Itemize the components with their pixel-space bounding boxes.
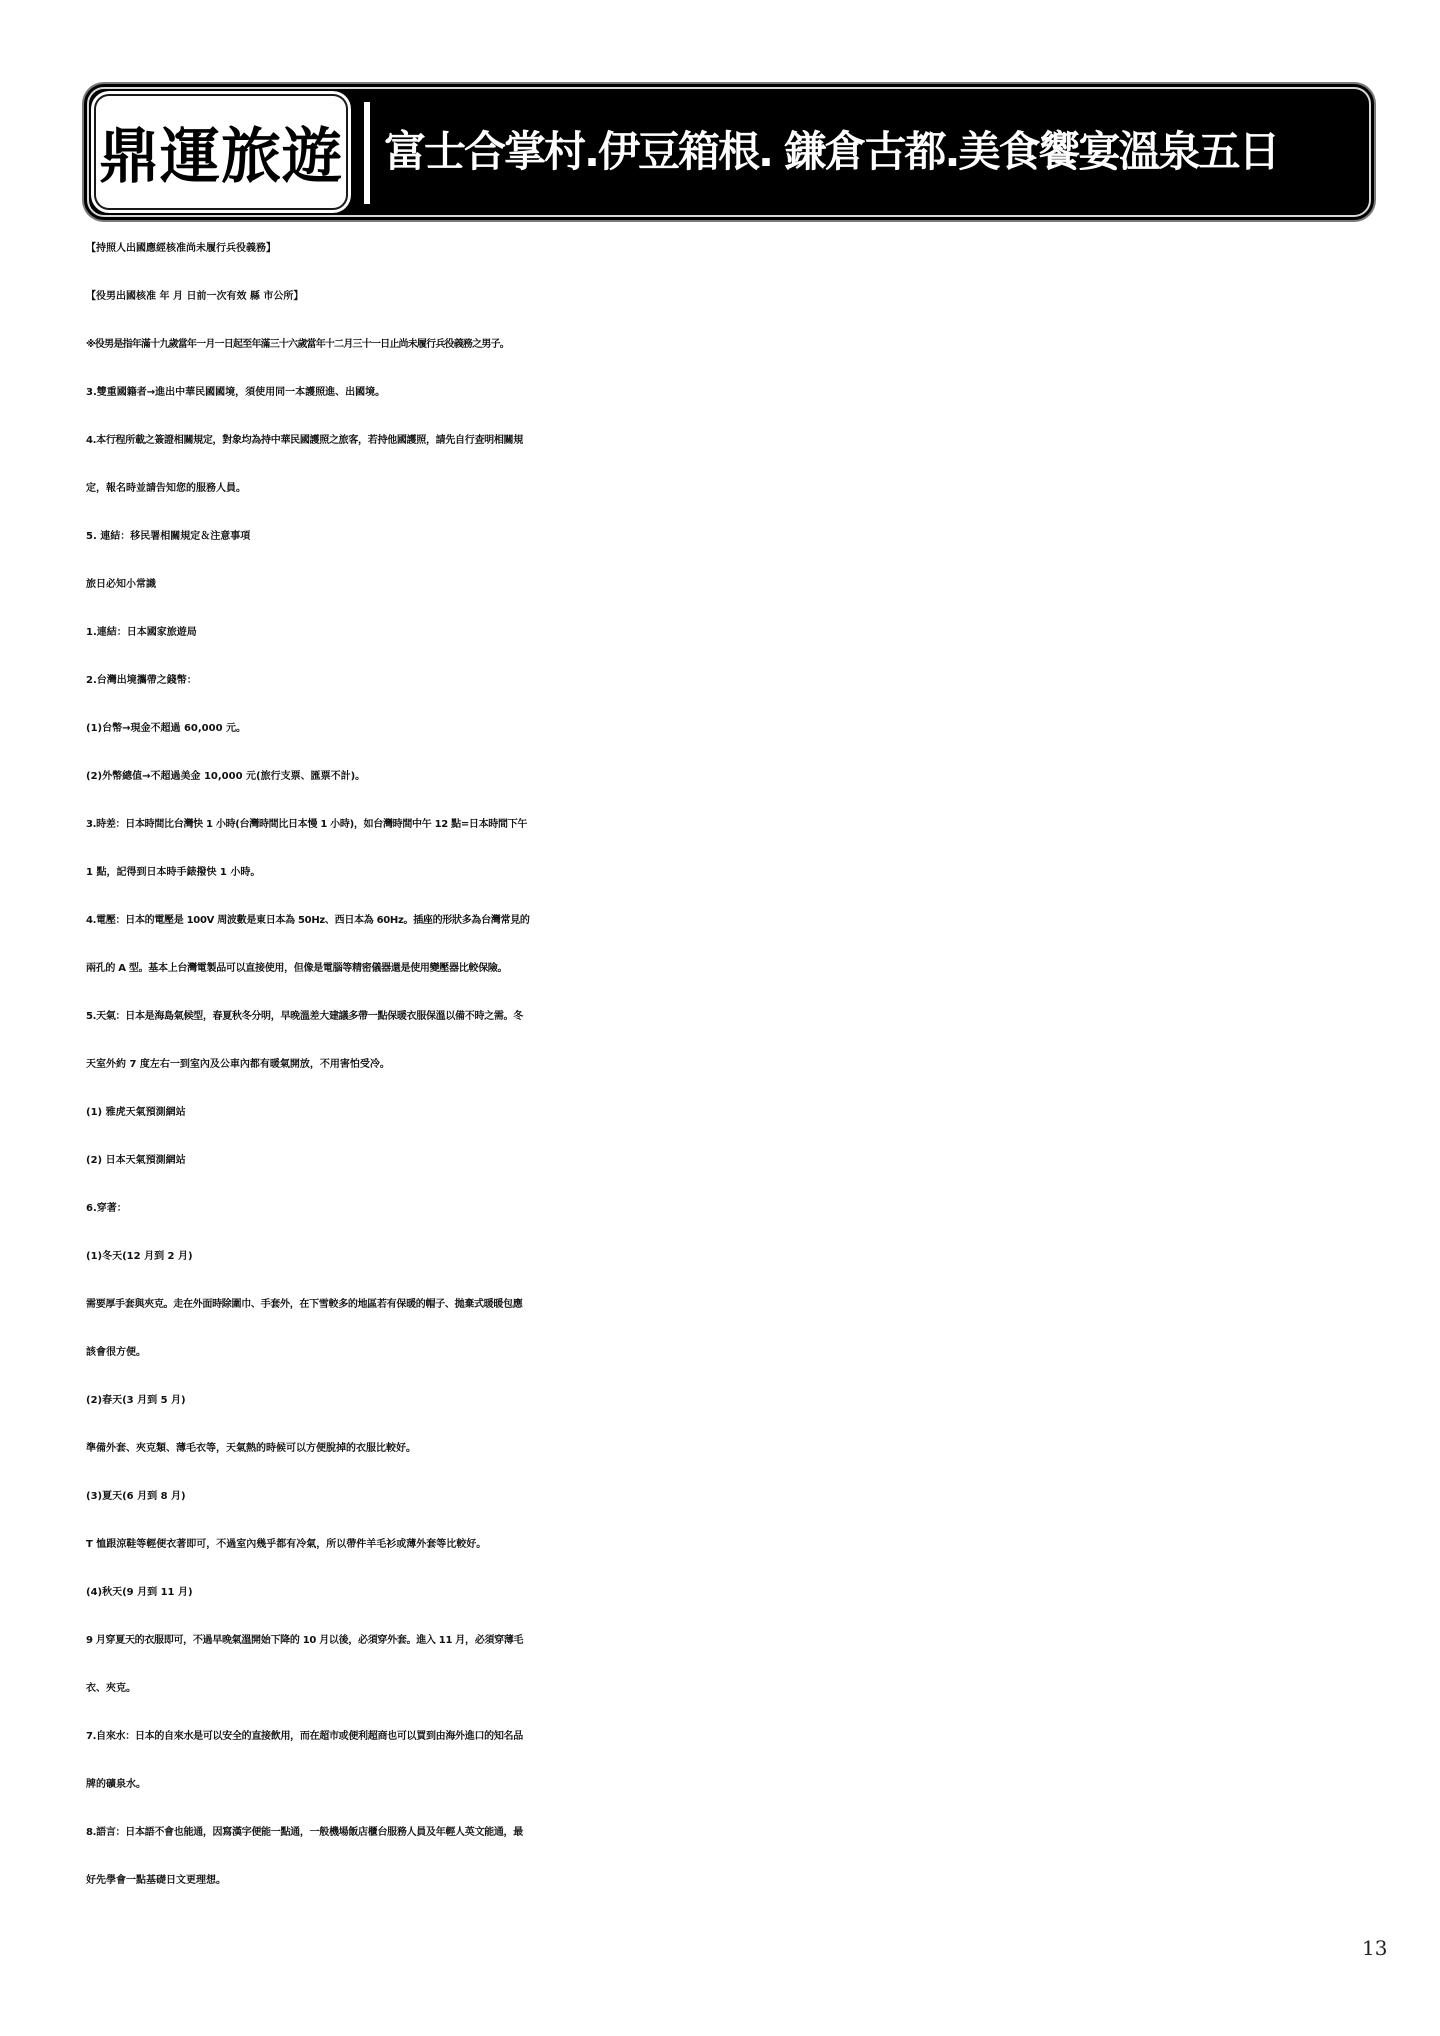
text-line: (2)外幣總值→不超過美金 10,000 元(旅行支票、匯票不計)。 xyxy=(86,771,366,782)
text-line: 需要厚手套與夾克。走在外面時除圍巾、手套外，在下雪較多的地區若有保暖的帽子、拋棄式暖暖包應 xyxy=(86,1299,523,1310)
text-line: 3.時差：日本時間比台灣快 1 小時(台灣時間比日本慢 1 小時)，如台灣時間中午 12 點=日本時間下午 xyxy=(86,819,528,830)
text-line: (3)夏天(6 月到 8 月) xyxy=(86,1491,186,1502)
text-line: 9 月穿夏天的衣服即可，不過早晚氣溫開始下降的 10 月以後，必須穿外套。進入 11 月，必須穿薄毛 xyxy=(86,1635,524,1646)
text-line: 7.自來水：日本的自來水是可以安全的直接飲用，而在超市或便利超商也可以買到由海外進口的知名品 xyxy=(86,1731,523,1742)
section-heading: 旅日必知小常識 xyxy=(86,579,156,590)
text-line: 【役男出國核准 年 月 日前一次有效 縣 市公所】 xyxy=(86,291,304,302)
text-line: 5.天氣：日本是海島氣候型，春夏秋冬分明，早晚溫差大建議多帶一點保暖衣服保溫以備不時之需。冬 xyxy=(86,1011,523,1022)
text-line: 4.電壓：日本的電壓是 100V 周波數是東日本為 50Hz、西日本為 60Hz。插座的形狀多為台灣常見的 xyxy=(86,915,530,926)
text-line: 3.雙重國籍者→進出中華民國國境，須使用同一本護照進、出國境。 xyxy=(86,387,386,398)
text-line: (4)秋天(9 月到 11 月) xyxy=(86,1587,193,1598)
text-line: 2.台灣出境攜帶之錢幣： xyxy=(86,675,197,686)
text-line: 定，報名時並請告知您的服務人員。 xyxy=(86,483,246,494)
text-line: (1)台幣→現金不超過 60,000 元。 xyxy=(86,723,247,734)
text-line: (2) 日本天氣預測網站 xyxy=(86,1155,186,1166)
text-line: 6.穿著： xyxy=(86,1203,127,1214)
text-line: ※役男是指年滿十九歲當年一月一日起至年滿三十六歲當年十二月三十一日止尚未履行兵役義務之男子。 xyxy=(86,339,509,350)
header-divider xyxy=(364,102,370,204)
text-line: 4.本行程所載之簽證相關規定，對象均為持中華民國護照之旅客，若持他國護照，請先自行查明相關規 xyxy=(86,435,523,446)
text-line: 牌的礦泉水。 xyxy=(86,1779,146,1790)
text-line: 該會很方便。 xyxy=(86,1347,146,1358)
text-line: 衣、夾克。 xyxy=(86,1683,136,1694)
text-line: 天室外約 7 度左右一到室內及公車內都有暖氣開放，不用害怕受冷。 xyxy=(86,1059,390,1070)
text-line: 1 點，記得到日本時手錶撥快 1 小時。 xyxy=(86,867,261,878)
text-line: 5. 連結：移民署相關規定＆注意事項 xyxy=(86,531,251,542)
text-line: 8.語言：日本語不會也能通，因寫漢字便能一點通，一般機場飯店櫃台服務人員及年輕人英文能通，最 xyxy=(86,1827,523,1838)
brand-name: 鼎運旅遊 xyxy=(99,122,343,192)
text-line: 準備外套、夾克類、薄毛衣等，天氣熱的時候可以方便脫掉的衣服比較好。 xyxy=(86,1443,416,1454)
text-line: 好先學會一點基礎日文更理想。 xyxy=(86,1875,226,1886)
tour-title: 富士合掌村.伊豆箱根. 鎌倉古都.美食饗宴溫泉五日 xyxy=(384,127,1279,176)
text-line: (2)春天(3 月到 5 月) xyxy=(86,1395,186,1406)
header-banner xyxy=(84,84,1374,220)
notice-content xyxy=(86,225,1396,1905)
text-line: 【持照人出國應經核准尚未履行兵役義務】 xyxy=(86,243,276,254)
text-line: 1.連結：日本國家旅遊局 xyxy=(86,627,197,638)
text-line: 兩孔的 A 型。基本上台灣電製品可以直接使用，但像是電腦等精密儀器還是使用變壓器比較保險。 xyxy=(86,963,508,974)
page-number: 13 xyxy=(1362,1936,1388,1960)
brand-box xyxy=(89,89,353,215)
text-line: (1)冬天(12 月到 2 月) xyxy=(86,1251,193,1262)
text-line: (1) 雅虎天氣預測網站 xyxy=(86,1107,186,1118)
text-line: T 恤跟涼鞋等輕便衣著即可，不過室內幾乎都有冷氣，所以帶件羊毛衫或薄外套等比較好。 xyxy=(86,1539,487,1550)
